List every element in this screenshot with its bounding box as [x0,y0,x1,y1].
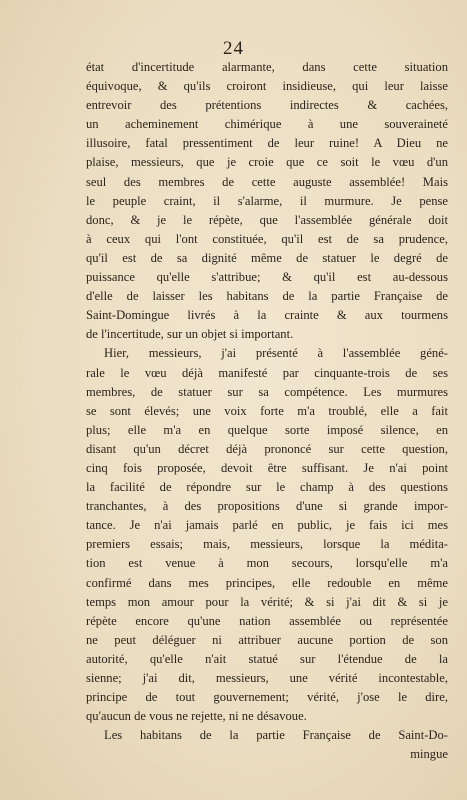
text-line: Saint-Domingue livrés à la crainte & aux tourmens [86,308,448,323]
text-line: autorité, qu'elle n'ait statué sur l'étendue de la [86,651,448,666]
text-line: sienne; j'ai dit, messieurs, une vérité incontestable, [86,671,448,685]
text-line: un acheminement chimérique à une souveraineté [86,117,448,132]
text-line: plus; elle m'a en quelque sorte imposé silence, en [86,422,448,437]
text-line: la facilité de répondre sur le champ à des questions [86,480,448,495]
body-text [86,58,448,764]
text-line: le peuple craint, il s'alarme, il murmure. Je pense [86,193,448,208]
text-line: plaise, messieurs, que je croie que ce soit le vœu d'un [86,155,448,170]
text-line: répète encore qu'une nation assemblée ou représentée [86,613,448,628]
text-line: se sont élevés; une voix forte m'a troublé, elle a fait [86,403,448,418]
text-line: d'elle de laisser les habitans de la partie Française de [86,289,448,304]
text-line: cinq fois proposée, devoit être suffisant. Je n'ai point [86,460,448,475]
text-line: disant qu'un décret déjà prononcé sur cette question, [86,441,448,456]
text-line: qu'il est de sa dignité même de statuer le degré de [86,250,448,265]
text-line: à ceux qui l'ont constituée, qu'il est de sa prudence, [86,231,448,246]
text-line: tance. Je n'ai jamais parlé en public, je fais ici mes [86,518,448,533]
text-line: illusoire, fatal pressentiment de leur ruine! A Dieu ne [86,136,448,151]
text-line: entrevoir des prétentions indirectes & cachées, [86,98,448,113]
text-line: puissance qu'elle s'attribue; & qu'il est au-dessous [86,270,448,285]
page-number: 24 [223,38,244,59]
text-line: principe de tout gouvernement; vérité, j'ose le dire, [86,690,448,705]
text-line: Les habitans de la partie Française de Saint-Do- [104,728,448,743]
text-line: mingue [410,747,448,762]
text-line: état d'incertitude alarmante, dans cette situation [86,60,448,74]
text-line: membres, de statuer sur sa compétence. Les murmures [86,384,448,399]
text-line: premiers essais; mais, messieurs, lorsque la médita- [86,537,448,552]
text-line: équivoque, & qu'ils croiront insidieuse, qui leur laisse [86,79,448,94]
text-line: seul des membres de cette auguste assemblée! Mais [86,174,448,189]
text-line: de l'incertitude, sur un objet si important. [86,327,294,342]
text-line: tranchantes, à des propositions d'une si grande impor- [86,499,448,514]
text-line: qu'aucun de vous ne rejette, ni ne désavoue. [86,709,307,724]
text-line: tion est venue à mon secours, lorsqu'elle m'a [86,556,448,571]
text-line: temps mon amour pour la vérité; & si j'ai dit & si je [86,594,448,609]
text-line: ne peut déléguer ni attribuer aucune portion de son [86,632,448,647]
text-line: rale le vœu déjà manifesté par cinquante-trois de ses [86,365,448,380]
text-line: Hier, messieurs, j'ai présenté à l'assemblée géné- [104,346,448,361]
text-line: confirmé dans mes principes, elle redouble en même [86,575,448,590]
text-line: donc, & je le répète, que l'assemblée générale doit [86,212,448,227]
